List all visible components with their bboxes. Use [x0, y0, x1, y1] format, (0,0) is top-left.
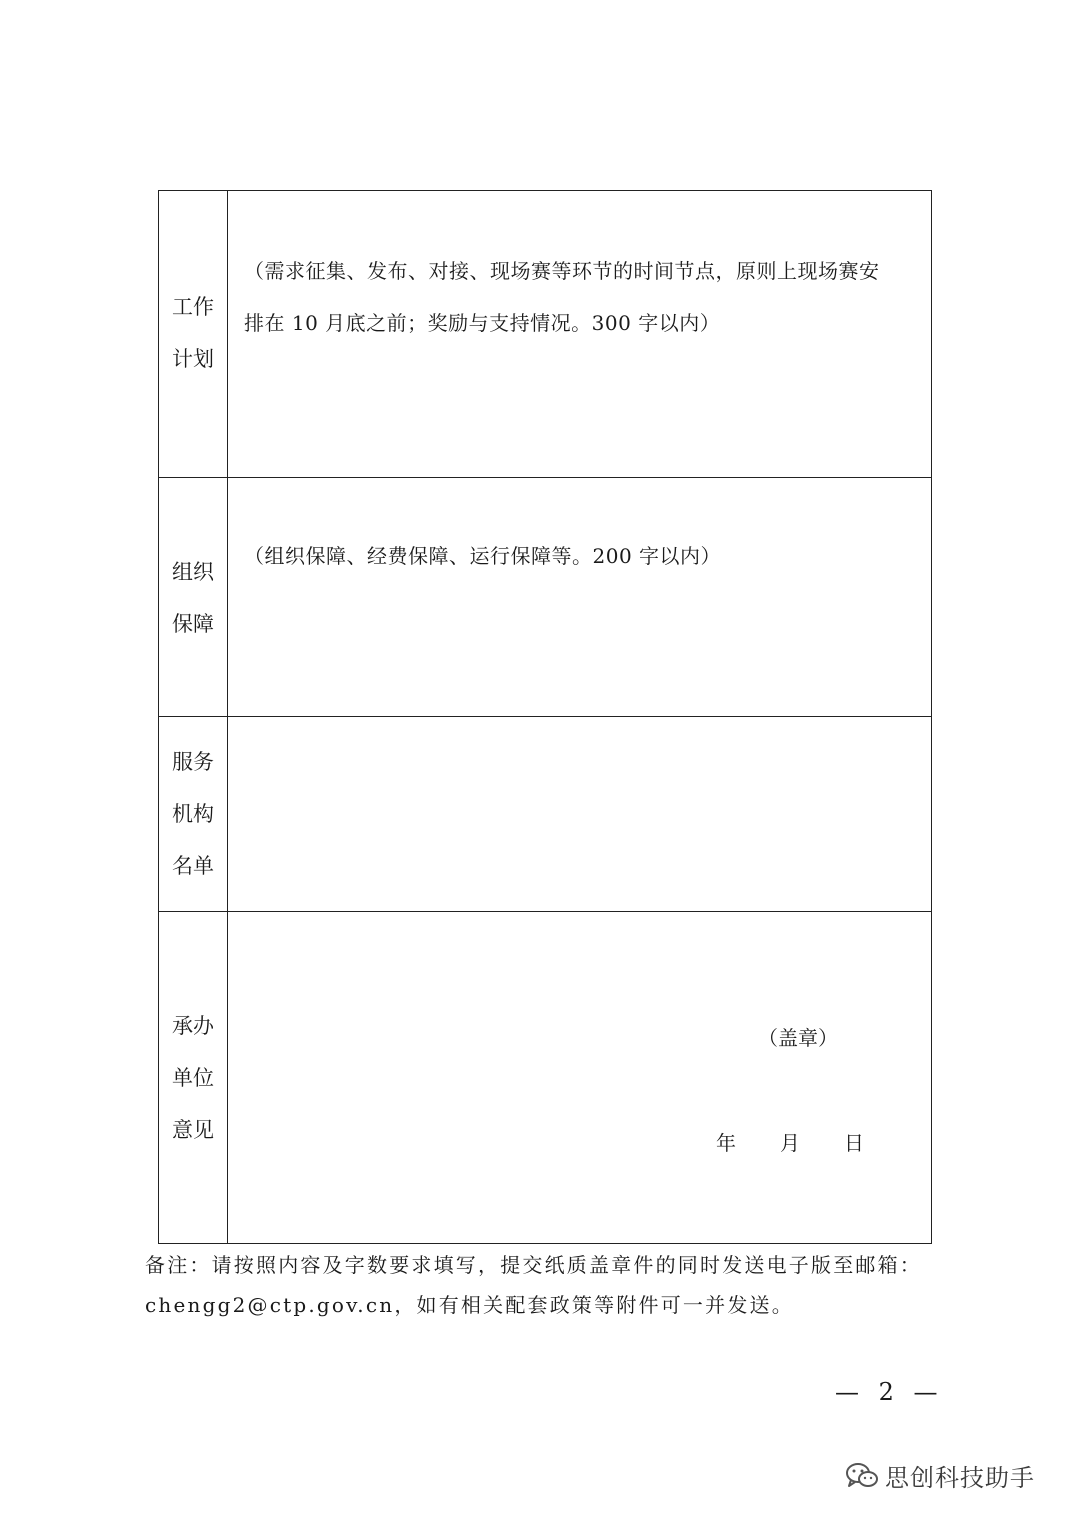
footnote-line-2: chengg2@ctp.gov.cn，如有相关配套政策等附件可一并发送。: [145, 1293, 794, 1317]
hint-line: （组织保障、经费保障、运行保障等。200 字以内）: [244, 544, 722, 568]
seal-placeholder: （盖章）: [758, 1026, 838, 1050]
application-form-table: [158, 190, 932, 1244]
row-undertaker-opinion: [159, 912, 932, 1244]
footnote: [145, 1245, 935, 1325]
content-cell-organization-guarantee[interactable]: [228, 478, 932, 717]
row-work-plan: [159, 191, 932, 478]
label-undertaker-opinion: 承办 单位 意见: [172, 1014, 214, 1142]
hint-organization-guarantee: [244, 530, 923, 582]
label-service-institutions: 服务 机构 名单: [172, 750, 214, 878]
row-service-institutions: [159, 717, 932, 912]
label-cell-organization-guarantee: [159, 478, 228, 717]
date-year: 年: [716, 1131, 736, 1155]
content-cell-service-institutions[interactable]: [228, 717, 932, 912]
label-cell-work-plan: [159, 191, 228, 478]
content-cell-work-plan[interactable]: [228, 191, 932, 478]
watermark: [845, 1458, 1035, 1493]
hint-line: （需求征集、发布、对接、现场赛等环节的时间节点，原则上现场赛安: [244, 259, 880, 283]
page-number: — 2 —: [835, 1378, 944, 1406]
footnote-line-1: 备注：请按照内容及字数要求填写，提交纸质盖章件的同时发送电子版至邮箱：: [145, 1253, 922, 1277]
watermark-text: 思创科技助手: [885, 1464, 1035, 1492]
date-day: 日: [844, 1131, 864, 1155]
date-month: 月: [780, 1131, 800, 1155]
hint-line: 排在 10 月底之前；奖励与支持情况。300 字以内）: [244, 311, 721, 335]
wechat-icon: [845, 1461, 879, 1491]
hint-work-plan: [244, 245, 923, 349]
content-cell-undertaker-opinion[interactable]: [228, 912, 932, 1244]
label-cell-service-institutions: [159, 717, 228, 912]
label-work-plan: 工作 计划: [172, 295, 214, 371]
label-cell-undertaker-opinion: [159, 912, 228, 1244]
date-placeholder: [716, 1127, 864, 1156]
label-organization-guarantee: 组织 保障: [172, 560, 214, 636]
row-organization-guarantee: [159, 478, 932, 717]
